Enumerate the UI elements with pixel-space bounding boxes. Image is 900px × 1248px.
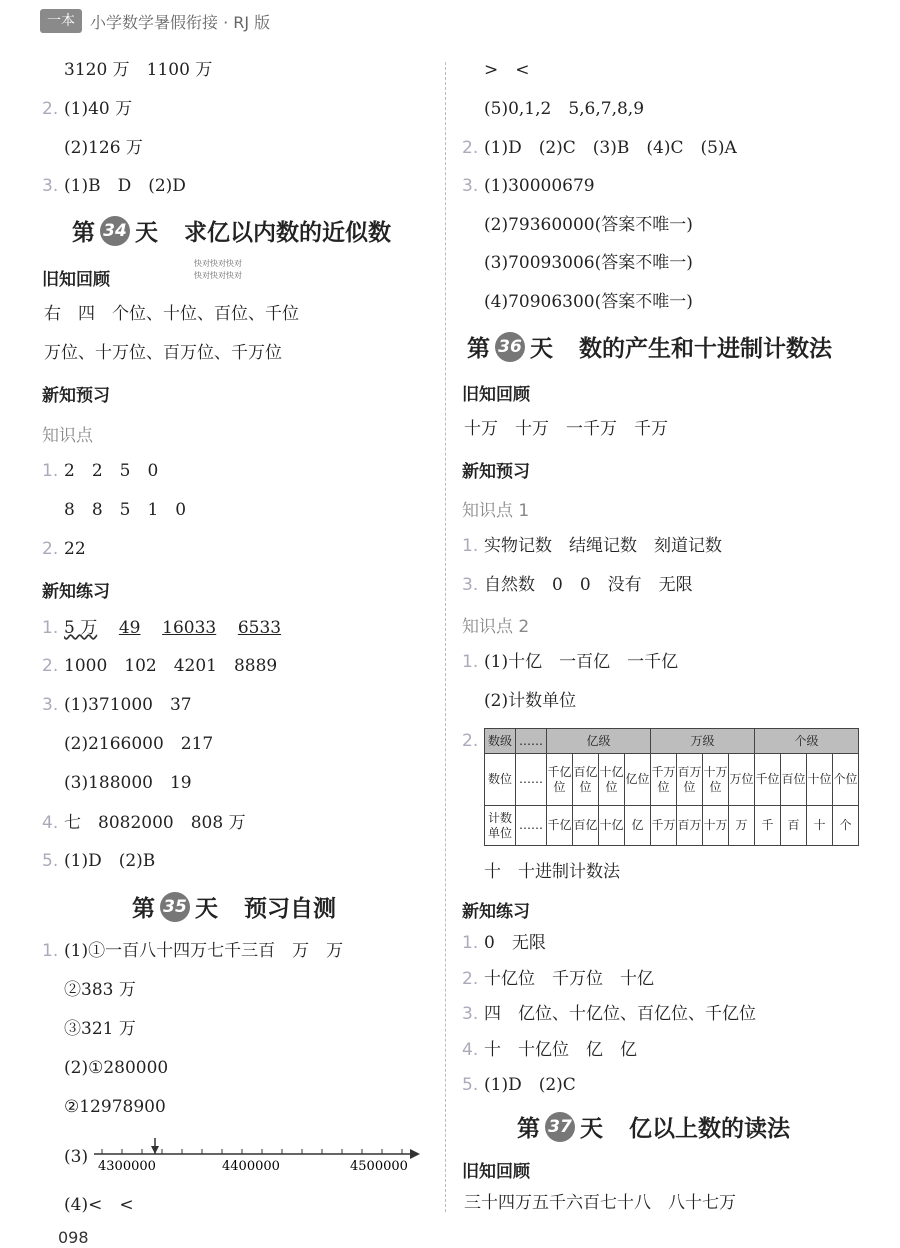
watermark-line: 快对快对快对 — [194, 259, 242, 268]
answer-line: 0 无限 — [484, 933, 546, 953]
item-number: 3. — [462, 575, 479, 595]
table-cell: 百 — [781, 806, 807, 846]
table-cell: 千亿位 — [547, 754, 573, 806]
table-header-cell: 万级 — [651, 729, 755, 754]
day-heading-34 — [72, 214, 391, 247]
page-number: 098 — [58, 1228, 89, 1247]
answer-line: 万位、十万位、百万位、千万位 — [44, 343, 282, 363]
table-cell: 千万 — [651, 806, 677, 846]
item-number: 2. — [462, 138, 479, 158]
answer-line: (1)D (2)B — [64, 851, 156, 871]
item-number: 4. — [42, 813, 59, 833]
table-cell: 百万 — [677, 806, 703, 846]
table-cell: 千位 — [755, 754, 781, 806]
column-divider — [445, 62, 446, 1212]
day-heading-36 — [467, 330, 832, 363]
table-cell: 个 — [833, 806, 859, 846]
answer-line: 2 2 5 0 — [64, 461, 159, 481]
answer-line: 实物记数 结绳记数 刻道记数 — [484, 536, 722, 556]
answer-line: (3) — [64, 1147, 89, 1167]
day-title: 数的产生和十进制计数法 — [579, 336, 832, 362]
table-cell: 万位 — [729, 754, 755, 806]
section-heading: 新知练习 — [462, 902, 530, 922]
answer-line: (3)188000 19 — [64, 773, 192, 793]
watermark-line: 快对快对快对 — [194, 271, 242, 280]
table-row-label: 计数单位 — [485, 806, 516, 846]
day-prefix: 第 — [72, 220, 95, 246]
item-number: 3. — [462, 176, 479, 196]
table-cell: 十位 — [807, 754, 833, 806]
table-cell: 千 — [755, 806, 781, 846]
item-number: 1. — [42, 461, 59, 481]
answer-line: 十万 十万 一千万 千万 — [464, 419, 668, 439]
day-number-badge: 37 — [545, 1112, 575, 1142]
answer-line: (4)70906300(答案不唯一) — [484, 292, 693, 312]
answer-value: 5 万 — [64, 618, 98, 638]
answer-line: ②12978900 — [64, 1097, 166, 1117]
answer-line: 十亿位 千万位 十亿 — [484, 969, 654, 989]
answer-line: 七 8082000 808 万 — [64, 813, 246, 833]
day-prefix: 第 — [517, 1116, 540, 1142]
answer-line: (1)30000679 — [484, 176, 595, 196]
answer-value: 49 — [118, 618, 141, 638]
table-cell: 百亿 — [573, 806, 599, 846]
answer-line: ②383 万 — [64, 980, 136, 1000]
answer-line: (2)①280000 — [64, 1058, 169, 1078]
table-cell: 十亿 — [599, 806, 625, 846]
day-title: 求亿以内数的近似数 — [184, 220, 391, 246]
answer-line: 自然数 0 0 没有 无限 — [484, 575, 693, 595]
item-number: 1. — [42, 618, 59, 638]
item-number: 2. — [462, 731, 479, 751]
day-number-badge: 35 — [160, 892, 190, 922]
item-number: 5. — [462, 1075, 479, 1095]
answer-line: (4)< < — [64, 1195, 134, 1215]
item-number: 1. — [462, 933, 479, 953]
answer-line: (1)D (2)C (3)B (4)C (5)A — [484, 138, 737, 158]
answer-line: (2)126 万 — [64, 138, 143, 158]
day-prefix: 第 — [467, 336, 490, 362]
item-number: 5. — [42, 851, 59, 871]
answer-line: 三十四万五千六百七十八 八十七万 — [464, 1193, 736, 1213]
section-heading: 新知预习 — [462, 462, 530, 482]
table-header-cell: 亿级 — [547, 729, 651, 754]
item-number: 2. — [462, 969, 479, 989]
answer-value: 6533 — [237, 618, 282, 638]
section-heading: 旧知回顾 — [462, 1162, 530, 1182]
day-title: 预习自测 — [244, 896, 336, 922]
tick-label: 4400000 — [222, 1159, 280, 1174]
section-heading: 旧知回顾 — [462, 385, 530, 405]
answer-line: (1)40 万 — [64, 99, 133, 119]
table-cell: 百亿位 — [573, 754, 599, 806]
table-header-cell: …… — [516, 729, 547, 754]
answer-line: (1)371000 37 — [64, 695, 192, 715]
item-number: 3. — [42, 176, 59, 196]
answer-line: (1)十亿 一百亿 一千亿 — [484, 652, 679, 672]
day-suffix: 天 — [530, 336, 553, 362]
table-header-cell: 数级 — [485, 729, 516, 754]
watermark-note — [194, 258, 242, 282]
table-cell: 亿 — [625, 806, 651, 846]
subsection-heading: 知识点 — [42, 426, 93, 446]
table-row-label: 数位 — [485, 754, 516, 806]
answer-line: (2)2166000 217 — [64, 734, 214, 754]
answer-line: > < — [484, 60, 530, 80]
table-cell: 百位 — [781, 754, 807, 806]
table-cell: 个位 — [833, 754, 859, 806]
item-number: 4. — [462, 1040, 479, 1060]
table-header-cell: 个级 — [755, 729, 859, 754]
day-prefix: 第 — [132, 896, 155, 922]
table-cell: 亿位 — [625, 754, 651, 806]
number-line — [92, 1132, 422, 1176]
answer-line: (1)B D (2)D — [64, 176, 186, 196]
day-suffix: 天 — [195, 896, 218, 922]
answer-line: (2)计数单位 — [484, 691, 577, 711]
table-cell: 百万位 — [677, 754, 703, 806]
answer-line: 右 四 个位、十位、百位、千位 — [44, 304, 299, 324]
table-cell: …… — [516, 806, 547, 846]
book-title: 小学数学暑假衔接 · RJ 版 — [90, 13, 271, 32]
place-value-table — [484, 728, 859, 846]
table-cell: 十 — [807, 806, 833, 846]
table-cell: 十万位 — [703, 754, 729, 806]
answer-line: (2)79360000(答案不唯一) — [484, 215, 693, 235]
table-cell: 千亿 — [547, 806, 573, 846]
answer-line: (5)0,1,2 5,6,7,8,9 — [484, 99, 645, 119]
item-number: 3. — [462, 1004, 479, 1024]
answer-line: 22 — [64, 539, 86, 559]
day-number-badge: 36 — [495, 332, 525, 362]
answer-line: 3120 万 1100 万 — [64, 60, 213, 80]
section-heading: 新知预习 — [42, 386, 110, 406]
answer-line: 十 十进制计数法 — [484, 862, 620, 882]
item-number: 2. — [42, 539, 59, 559]
section-heading: 新知练习 — [42, 582, 110, 602]
answer-line — [64, 617, 281, 639]
tick-label: 4500000 — [350, 1159, 408, 1174]
table-cell: 万 — [729, 806, 755, 846]
section-heading: 旧知回顾 — [42, 270, 110, 290]
answer-line: ③321 万 — [64, 1019, 136, 1039]
answer-line: 1000 102 4201 8889 — [64, 656, 278, 676]
answer-line: 四 亿位、十亿位、百亿位、千亿位 — [484, 1004, 756, 1024]
answer-line: (1)①一百八十四万七千三百 万 万 — [64, 941, 344, 961]
table-cell: 十万 — [703, 806, 729, 846]
tick-label: 4300000 — [98, 1159, 156, 1174]
answer-value: 16033 — [162, 618, 217, 638]
table-cell: …… — [516, 754, 547, 806]
day-number-badge: 34 — [100, 216, 130, 246]
day-heading-35 — [132, 890, 336, 923]
answer-line: (1)D (2)C — [484, 1075, 576, 1095]
day-suffix: 天 — [580, 1116, 603, 1142]
item-number: 2. — [42, 656, 59, 676]
answer-line: 8 8 5 1 0 — [64, 500, 187, 520]
subsection-heading: 知识点 1 — [462, 501, 530, 521]
brand-badge: 一本 — [40, 9, 82, 33]
day-title: 亿以上数的读法 — [629, 1116, 790, 1142]
item-number: 1. — [462, 652, 479, 672]
subsection-heading: 知识点 2 — [462, 617, 530, 637]
item-number: 2. — [42, 99, 59, 119]
answer-line: 十 十亿位 亿 亿 — [484, 1040, 637, 1060]
item-number: 1. — [42, 941, 59, 961]
day-heading-37 — [517, 1110, 790, 1143]
table-cell: 千万位 — [651, 754, 677, 806]
item-number: 1. — [462, 536, 479, 556]
answer-line: (3)70093006(答案不唯一) — [484, 253, 693, 273]
day-suffix: 天 — [135, 220, 158, 246]
item-number: 3. — [42, 695, 59, 715]
table-cell: 十亿位 — [599, 754, 625, 806]
